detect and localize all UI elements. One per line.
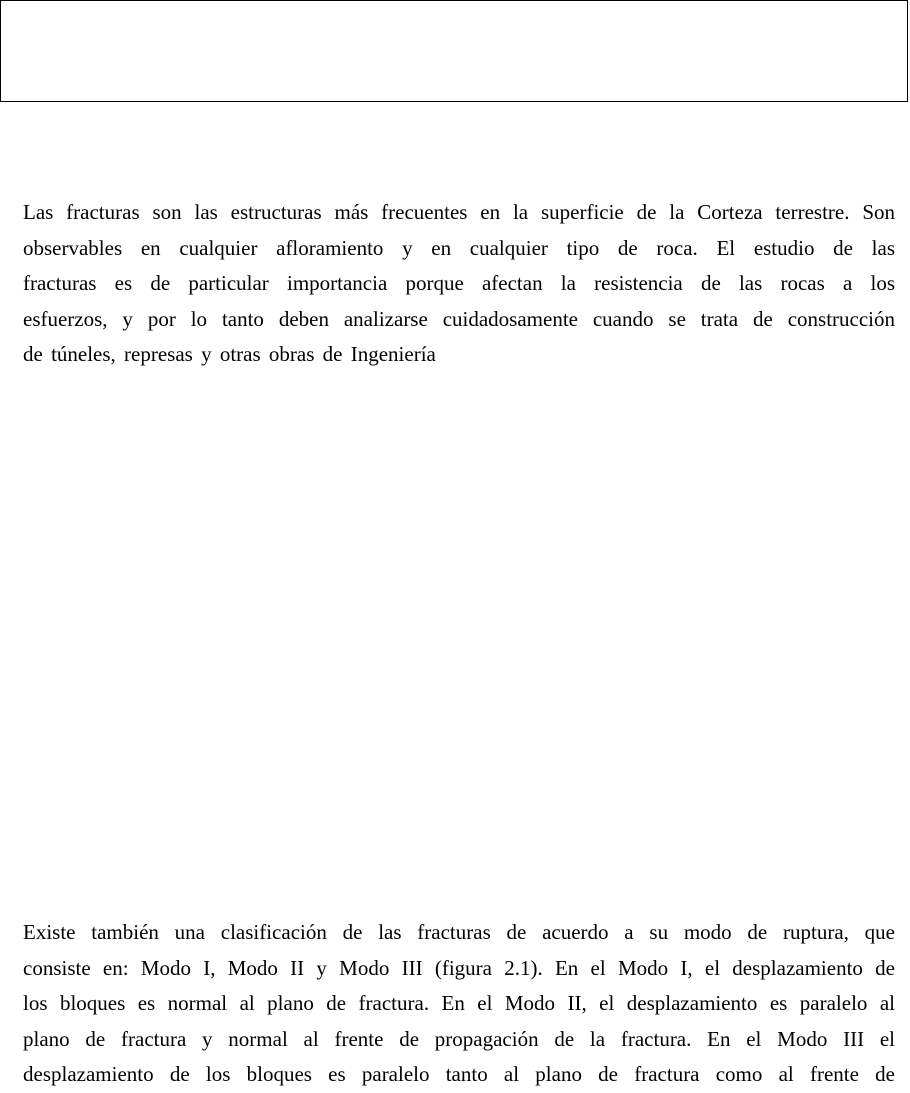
header-box — [0, 0, 908, 102]
text-line: los bloques es normal al plano de fractura. En el Modo II, el desplazamiento es paralelo al — [23, 991, 895, 1015]
text-line: de túneles, represas y otras obras de Ingeniería — [23, 342, 436, 366]
paragraph-modos-ruptura — [23, 915, 895, 1093]
text-line: Las fracturas son las estructuras más frecuentes en la superficie de la Corteza terrestre. Son — [23, 200, 895, 224]
text-line: Existe también una clasificación de las fracturas de acuerdo a su modo de ruptura, que — [23, 920, 895, 944]
text-line: observables en cualquier afloramiento y en cualquier tipo de roca. El estudio de las — [23, 235, 895, 260]
text-line: desplazamiento de los bloques es paralelo tanto al plano de fractura como al frente de — [23, 1062, 895, 1086]
paragraph-fracturas-intro — [23, 195, 895, 373]
text-line: fracturas es de particular importancia porque afectan la resistencia de las rocas a los — [23, 271, 895, 295]
text-line: esfuerzos, y por lo tanto deben analizarse cuidadosamente cuando se trata de construcción — [23, 306, 895, 331]
text-line: plano de fractura y normal al frente de propagación de la fractura. En el Modo III el — [23, 1026, 895, 1051]
text-line: consiste en: Modo I, Modo II y Modo III (figura 2.1). En el Modo I, el desplazamiento de — [23, 955, 895, 980]
